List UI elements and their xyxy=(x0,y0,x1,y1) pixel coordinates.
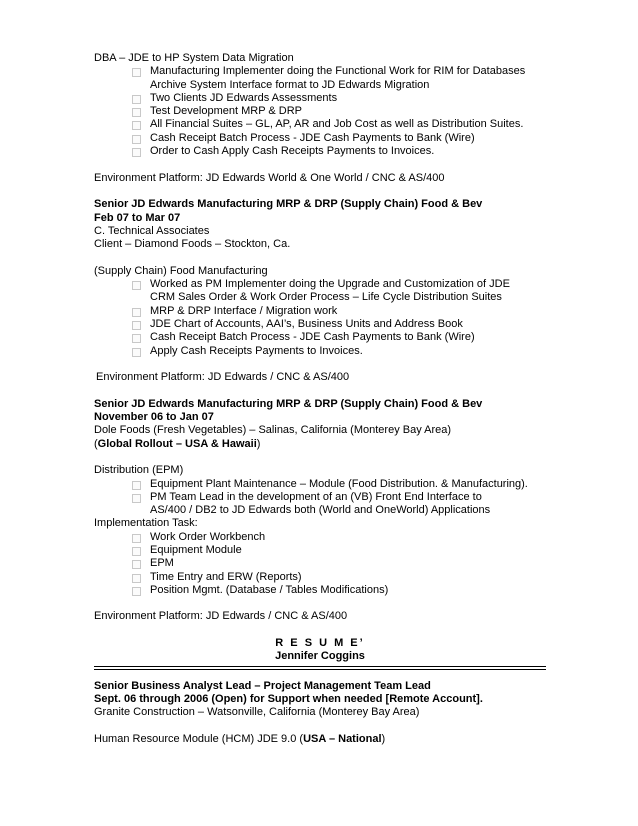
checkbox-bullet-icon xyxy=(132,281,141,290)
list-item: Cash Receipt Batch Process - JDE Cash Payments to Bank (Wire) xyxy=(94,132,546,145)
list-item: Equipment Module xyxy=(94,544,546,557)
checkbox-bullet-icon xyxy=(132,348,141,357)
job1-section: (Supply Chain) Food Manufacturing xyxy=(94,264,268,277)
divider xyxy=(94,666,546,667)
list-item: Position Mgmt. (Database / Tables Modifications) xyxy=(94,584,546,597)
list-item: Cash Receipt Batch Process - JDE Cash Payments to Bank (Wire) xyxy=(94,331,546,344)
list-item: Order to Cash Apply Cash Receipts Payments to Invoices. xyxy=(94,145,546,158)
list-item: PM Team Lead in the development of an (VB) Front End Interface to xyxy=(94,491,546,504)
job1-company: C. Technical Associates xyxy=(94,224,210,237)
list-item: Time Entry and ERW (Reports) xyxy=(94,571,546,584)
job2-company: Dole Foods (Fresh Vegetables) – Salinas, California (Monterey Bay Area) xyxy=(94,424,452,437)
list-item: AS/400 / DB2 to JD Edwards both (World and OneWorld) Applications xyxy=(150,504,491,517)
list-item: Test Development MRP & DRP xyxy=(94,105,546,118)
dba-heading: DBA – JDE to HP System Data Migration xyxy=(94,52,294,64)
checkbox-bullet-icon xyxy=(132,308,141,317)
job1-environment: Environment Platform: JD Edwards / CNC & AS/400 xyxy=(96,371,350,384)
list-item: CRM Sales Order & Work Order Process – Life Cycle Distribution Suites xyxy=(150,291,502,304)
job2-bullet-list xyxy=(94,478,546,518)
checkbox-bullet-icon xyxy=(132,108,141,117)
list-item: Manufacturing Implementer doing the Functional Work for RIM for Databases xyxy=(94,65,546,78)
list-item: EPM xyxy=(94,557,546,570)
dba-environment: Environment Platform: JD Edwards World & One World / CNC & AS/400 xyxy=(94,171,445,184)
list-item: All Financial Suites – GL, AP, AR and Job Cost as well as Distribution Suites. xyxy=(94,118,546,131)
checkbox-bullet-icon xyxy=(132,587,141,596)
resume-name: Jennifer Coggins xyxy=(275,650,365,663)
job2-title: Senior JD Edwards Manufacturing MRP & DRP (Supply Chain) Food & Bev xyxy=(94,397,483,410)
job2-environment: Environment Platform: JD Edwards / CNC & AS/400 xyxy=(94,610,348,623)
list-item: Work Order Workbench xyxy=(94,531,546,544)
job3-title: Senior Business Analyst Lead – Project Management Team Lead xyxy=(94,679,431,692)
job2-rollout: (Global Rollout – USA & Hawaii) xyxy=(94,437,261,450)
job3-hcm: Human Resource Module (HCM) JDE 9.0 (USA – National) xyxy=(94,732,386,745)
job1-title: Senior JD Edwards Manufacturing MRP & DRP (Supply Chain) Food & Bev xyxy=(94,198,483,211)
checkbox-bullet-icon xyxy=(132,95,141,104)
checkbox-bullet-icon xyxy=(132,148,141,157)
checkbox-bullet-icon xyxy=(132,574,141,583)
job2-implementation-heading: Implementation Task: xyxy=(94,517,198,530)
resume-page xyxy=(94,52,546,746)
checkbox-bullet-icon xyxy=(132,494,141,503)
checkbox-bullet-icon xyxy=(132,547,141,556)
checkbox-bullet-icon xyxy=(132,534,141,543)
list-item: Equipment Plant Maintenance – Module (Food Distribution. & Manufacturing). xyxy=(94,478,546,491)
job2-impl-list xyxy=(94,531,546,597)
checkbox-bullet-icon xyxy=(132,560,141,569)
checkbox-bullet-icon xyxy=(132,334,141,343)
job2-section: Distribution (EPM) xyxy=(94,464,184,477)
job1-dates: Feb 07 to Mar 07 xyxy=(94,211,181,224)
list-item: Two Clients JD Edwards Assessments xyxy=(94,92,546,105)
job2-dates: November 06 to Jan 07 xyxy=(94,411,214,424)
list-item: MRP & DRP Interface / Migration work xyxy=(94,305,546,318)
job3-dates: Sept. 06 through 2006 (Open) for Support when needed [Remote Account]. xyxy=(94,692,483,705)
dba-bullet-list xyxy=(94,65,546,158)
list-item: Archive System Interface format to JD Edwards Migration xyxy=(150,78,430,91)
checkbox-bullet-icon xyxy=(132,121,141,130)
checkbox-bullet-icon xyxy=(132,135,141,144)
checkbox-bullet-icon xyxy=(132,68,141,77)
list-item: JDE Chart of Accounts, AAI’s, Business Units and Address Book xyxy=(94,318,546,331)
resume-title: R E S U M E’ xyxy=(275,637,365,650)
job3-company: Granite Construction – Watsonville, California (Monterey Bay Area) xyxy=(94,706,420,719)
checkbox-bullet-icon xyxy=(132,321,141,330)
divider xyxy=(94,669,546,670)
job1-bullet-list xyxy=(94,278,546,358)
job1-client: Client – Diamond Foods – Stockton, Ca. xyxy=(94,238,291,251)
list-item: Apply Cash Receipts Payments to Invoices. xyxy=(94,345,546,358)
list-item: Worked as PM Implementer doing the Upgrade and Customization of JDE xyxy=(94,278,546,291)
checkbox-bullet-icon xyxy=(132,481,141,490)
